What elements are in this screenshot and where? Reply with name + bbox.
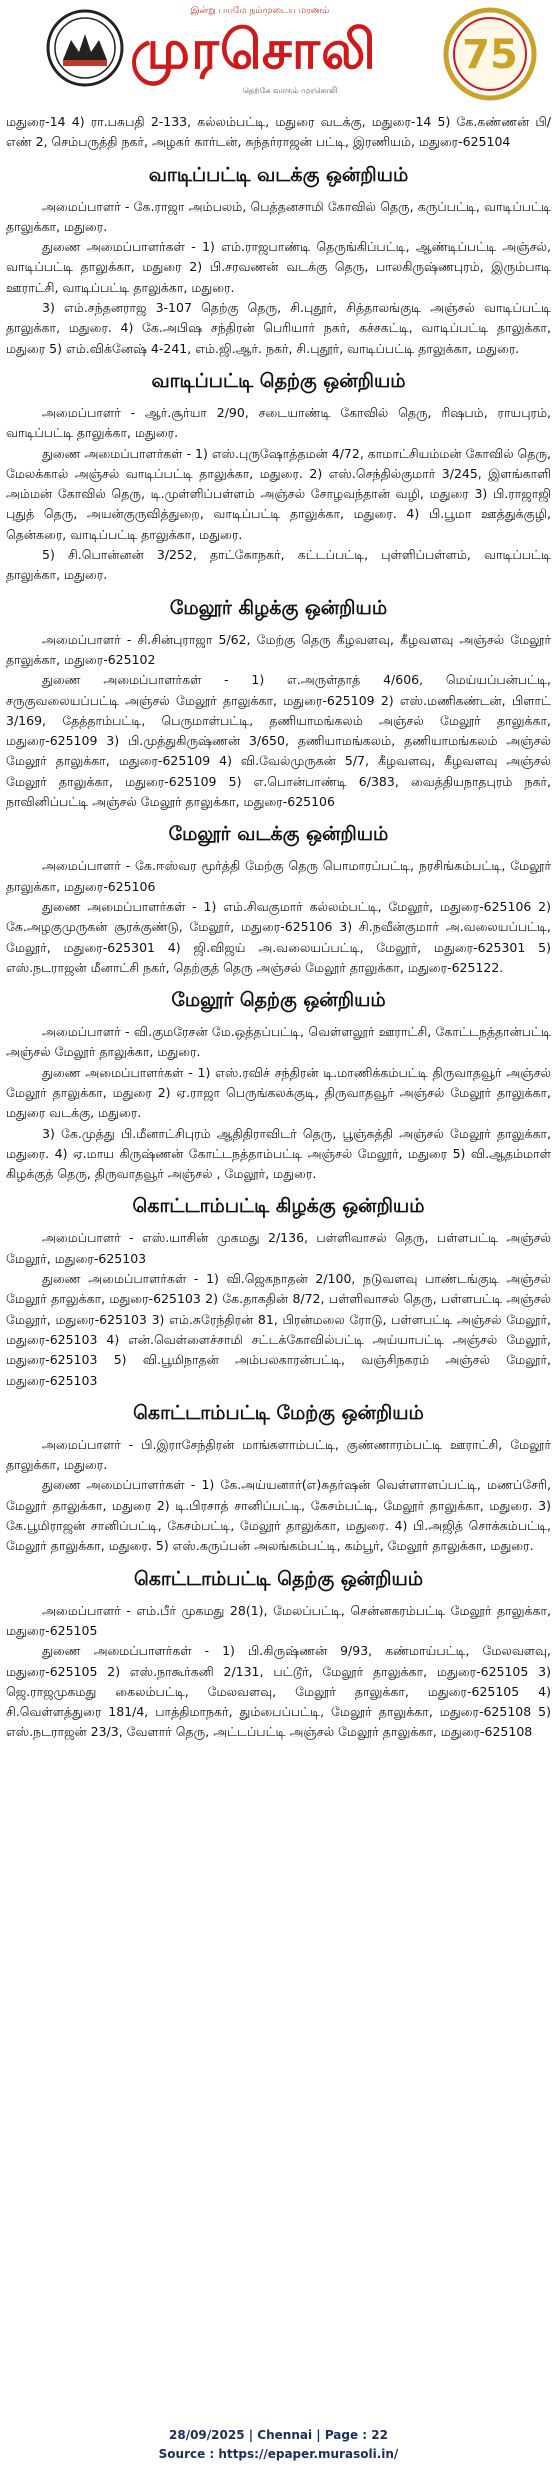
sections-container — [6, 160, 551, 1743]
masthead-slogan: இன்று பயமே நம்முடைய மரணம் — [190, 6, 330, 16]
section-paragraph: அமைப்பாளர் - வி.குமரேசன் மே.ஒத்தப்பட்டி, வெள்ளலூர் ஊராட்சி, கோட்டநத்தான்பட்டி அஞ்சல் மேலூர் தாலுக்கா, மதுரை. — [6, 1024, 551, 1060]
section-paragraph: துணை அமைப்பாளர்கள் - 1) வி.ஜெகநாதன் 2/100, நடுவளவு பாண்டங்குடி அஞ்சல் மேலூர் தாலுக்கா, மதுரை-625103 2) கே.தாகதின் 8/72, பள்ளிவாசல் தெரு, பள்ளபட்டி அஞ்சல் மேலூர், மதுரை-625103 3) எம்.சுரேந்திரன் 81, பிரன்மலை ரோடு, பள்ளபட்டி அஞ்சல் மேலூர், மதுரை-625103 4) என்.வெள்ளைச்சாமி சட்டக்கோவில்பட்டி அய்யாபட்டி அஞ்சல் மேலூர், மதுரை-625103 5) வி.பூமிநாதன் அம்பலகாரன்பட்டி, வஞ்சிநகரம் அஞ்சல் மேலூர், மதுரை-625103 — [6, 1271, 551, 1388]
section-paragraph: அமைப்பாளர் - எம்.பீர் முகமது 28(1), மேலப்பட்டி, சென்னகரம்பட்டி மேலூர் தாலுக்கா, மதுரை-625105 — [6, 1602, 551, 1638]
section-paragraph: துணை அமைப்பாளர்கள் - 1) எஸ்.ரவிச் சந்திரன் டி.மாணிக்கம்பட்டி திருவாதவூர் அஞ்சல் மேலூர் தாலுக்கா, மதுரை 2) ஏ.ராஜா பெருங்கலக்குடி, திருவாதவூர் அஞ்சல் மேலூர் தாலுக்கா, மதுரை வடக்கு, மதுரை. — [6, 1064, 551, 1121]
section-heading: கொட்டாம்பட்டி தெற்கு ஒன்றியம் — [133, 1567, 424, 1590]
section-paragraph: 3) கே.முத்து பி.மீனாட்சிபுரம் ஆதிதிராவிடர் தெரு, பூஞ்சுத்தி அஞ்சல் மேலூர் தாலுக்கா, மதுரை. 4) ஏ.மாய கிருஷ்ணன் கோட்டநத்தாம்பட்டி அஞ்சல் மேலூர், மதுரை 5) வி.ஆதம்மாள் கிழக்குத் தெரு, திருவாதவூர் அஞ்சல் , மேலூர், மதுரை. — [6, 1125, 551, 1182]
footer-source-line: Source : https://epaper.murasoli.in/ — [158, 2447, 399, 2461]
masthead — [0, 0, 557, 110]
section-paragraph: 3) எம்.சந்தனராஜ 3-107 தெற்கு தெரு, சி.புதூர், சித்தாலங்குடி அஞ்சல் வாடிப்பட்டி தாலுக்கா, மதுரை. 4) கே.அபிஷ சந்திரன் பெரியார் நகர், கச்சகட்டி, வாடிப்பட்டி தாலுக்கா, மதுரை 5) எம்.விக்னேஷ் 4-241, எம்.ஜி.ஆர். நகர், சி.புதூர், வாடிப்பட்டி தாலுக்கா, மதுரை. — [6, 300, 551, 356]
section-paragraph: துணை அமைப்பாளர்கள் - 1) எம்.ராஜபாண்டி தெருங்கிப்பட்டி, ஆண்டிப்பட்டி அஞ்சல், வாடிப்பட்டி தாலுக்கா, மதுரை 2) பி.சரவணன் வடக்கு தெரு, பாலகிருஷ்ணபுரம், இரும்பாடி ஊராட்சி, வாடிப்பட்டி தாலுக்கா, மதுரை. — [6, 239, 551, 295]
section-paragraph: துணை அமைப்பாளர்கள் - 1) எ.அருள்தாத் 4/606, மெய்யப்பன்பட்டி, சருகுவலையப்பட்டி அஞ்சல் மேலூர் தாலுக்கா, மதுரை-625109 2) எஸ்.மணிகண்டன், பிளாட் 3/169, தேத்தாம்பட்டி, பெருமாள்பட்டி, தணியாமங்கலம் அஞ்சல் மேலூர் தாலுக்கா, மதுரை-625109 3) பி.முத்துகிருஷ்ணன் 3/650, தணியாமங்கலம், தணியாமங்கலம் அஞ்சல் மேலூர் தாலுக்கா, மதுரை-625109 4) வி.வேல்முருகன் 5/7, கீழவளவு, கீழவளவு அஞ்சல் மேலூர் தாலுக்கா, மதுரை-625109 5) எ.பொன்பாண்டி 6/383, வைத்தியநாதபுரம் நகர், நாவினிப்பட்டி அஞ்சல் மேலூர் தாலுக்கா, மதுரை-625106 — [6, 672, 551, 810]
page-footer — [0, 2426, 557, 2464]
section-heading: வாடிப்பட்டி வடக்கு ஒன்றியம் — [148, 163, 409, 186]
section-paragraph: 5) சி.பொன்னன் 3/252, தாட்கோநகர், கட்டப்பட்டி, புள்ளிப்பள்ளம், வாடிப்பட்டி தாலுக்கா, மதுரை. — [6, 547, 551, 583]
section-heading: கொட்டாம்பட்டி கிழக்கு ஒன்றியம் — [132, 1195, 425, 1218]
article-body — [6, 112, 551, 2447]
party-emblem-icon — [45, 8, 125, 88]
section-paragraph: அமைப்பாளர் - சி.சின்புராஜா 5/62, மேற்கு தெரு கீழவளவு, கீழவளவு அஞ்சல் மேலூர் தாலுக்கா, மதுரை-625102 — [6, 631, 551, 667]
section-paragraph: அமைப்பாளர் - பி.இராசேந்திரன் மாங்களாம்பட்டி, குண்ணாரம்பட்டி ஊராட்சி, மேலூர் தாலுக்கா, மதுரை. — [6, 1436, 551, 1473]
section-paragraph: துணை அமைப்பாளர்கள் - 1) எம்.சிவகுமார் கல்லம்பட்டி, மேலூர், மதுரை-625106 2) கே.அழகுமுருகன் சூரக்குண்டு, மேலூர், மதுரை-625106 3) சி.நவீன்குமார் அ.வலையப்பட்டி, மேலூர், மதுரை-625301 4) ஜி.விஜய் அ.வலையப்பட்டி, மேலூர், மதுரை-625301 5) எஸ்.நடராஜன் மீனாட்சி நகர், தெற்குத் தெரு அஞ்சல் மேலூர் தாலுக்கா, மதுரை-625122. — [6, 898, 551, 975]
badge-number: 75 — [462, 32, 518, 78]
masthead-tagline: தெற்கே வாரும் முரசொலி — [242, 86, 338, 95]
section-paragraph: அமைப்பாளர் - எஸ்.யாசின் முகமது 2/136, பள்ளிவாசல் தெரு, பள்ளபட்டி அஞ்சல் மேலூர், மதுரை-625103 — [6, 1230, 551, 1266]
section-paragraph: துணை அமைப்பாளர்கள் - 1) எஸ்.புருஷோத்தமன் 4/72, காமாட்சியம்மன் கோவில் தெரு, மேலக்கால் அஞ்சல் வாடிப்பட்டி தாலுக்கா, மதுரை. 2) எஸ்.செந்தில்குமார் 3/245, இளங்காளி அம்மன் கோவில் தெரு, டி.முள்ளிப்பள்ளம் அஞ்சல் சோழவந்தான் வழி, மதுரை 3) பி.ராஜாஜி புதுத் தெரு, அயன்குருவித்துறை, வாடிப்பட்டி தாலுக்கா, மதுரை. 4) பி.பூமா ஊத்துக்குழி, தென்கரை, வாடிப்பட்டி தாலுக்கா, மதுரை. — [6, 445, 551, 542]
section-heading: மேலூர் தெற்கு ஒன்றியம் — [171, 989, 386, 1012]
section-paragraph: அமைப்பாளர் - ஆர்.சூர்யா 2/90, சடையாண்டி கோவில் தெரு, ரிஷபம், ராயபுரம், வாடிப்பட்டி தாலுக்கா, மதுரை. — [6, 404, 551, 441]
section-heading: மேலூர் கிழக்கு ஒன்றியம் — [169, 596, 388, 619]
article-intro: மதுரை-14 4) ரா.பசுபதி 2-133, கல்லம்பட்டி, மதுரை வடக்கு, மதுரை-14 5) கே.கண்ணன் பி/எண் 2, செம்பருத்தி நகர், அழகர் கார்டன், சுந்தர்ராஜன் பட்டி, இரணியம், மதுரை-625104 — [6, 114, 551, 150]
footer-date-line: 28/09/2025 | Chennai | Page : 22 — [169, 2428, 388, 2442]
masthead-title: முரசொலி — [130, 18, 377, 81]
section-paragraph: அமைப்பாளர் - கே.ராஜா அம்பலம், பெத்தனசாமி கோவில் தெரு, கருப்பட்டி, வாடிப்பட்டி தாலுக்கா, மதுரை. — [6, 198, 551, 234]
anniversary-75-badge-icon — [440, 4, 540, 104]
section-paragraph: அமைப்பாளர் - கே.ஈஸ்வர மூர்த்தி மேற்கு தெரு பொமாரப்பட்டி, நரசிங்கம்பட்டி, மேலூர் தாலுக்கா, மதுரை-625106 — [6, 858, 551, 894]
section-heading: கொட்டாம்பட்டி மேற்கு ஒன்றியம் — [133, 1401, 424, 1424]
section-paragraph: துணை அமைப்பாளர்கள் - 1) கே.அய்யனார்(எ)சுதர்ஷன் வெள்ளாளப்பட்டி, மணப்சேரி, மேலூர் தாலுக்கா, மதுரை 2) டி.பிரசாத் சானிப்பட்டி, கேசம்பட்டி, மேலூர் தாலுக்கா, மதுரை. 3) கே.பூமிராஜன் சானிப்பட்டி, கேசம்பட்டி, மேலூர் தாலுக்கா, மதுரை. 4) பி.அஜித் சொக்கம்பட்டி, மேலூர் தாலுக்கா, மதுரை. 5) எஸ்.கருப்பன் அலங்கம்பட்டி, கம்பூர், மேலூர் தாலுக்கா, மதுரை. — [6, 1477, 551, 1554]
section-heading: வாடிப்பட்டி தெற்கு ஒன்றியம் — [151, 369, 406, 392]
section-heading: மேலூர் வடக்கு ஒன்றியம் — [168, 823, 389, 846]
section-paragraph: துணை அமைப்பாளர்கள் - 1) பி.கிருஷ்ணன் 9/93, கண்மாய்பட்டி, மேலவளவு, மதுரை-625105 2) எஸ்.நாகூர்கனி 2/131, பட்டூர், மேலூர் தாலுக்கா, மதுரை-625105 3) ஜெ.ராஜமுகமது கைலம்பட்டி, மேலவளவு, மேலூர் தாலுக்கா, மதுரை-625105 4) சி.வெள்ளத்துரை 181/4, பாத்திமாநகர், தும்பைப்பட்டி, மேலூர் தாலுக்கா, மதுரை-625108 5) எஸ்.நடராஜன் 23/3, வேளார் தெரு, அட்டப்பட்டி அஞ்சல் மேலூர் தாலுக்கா, மதுரை-625108 — [6, 1643, 551, 1740]
